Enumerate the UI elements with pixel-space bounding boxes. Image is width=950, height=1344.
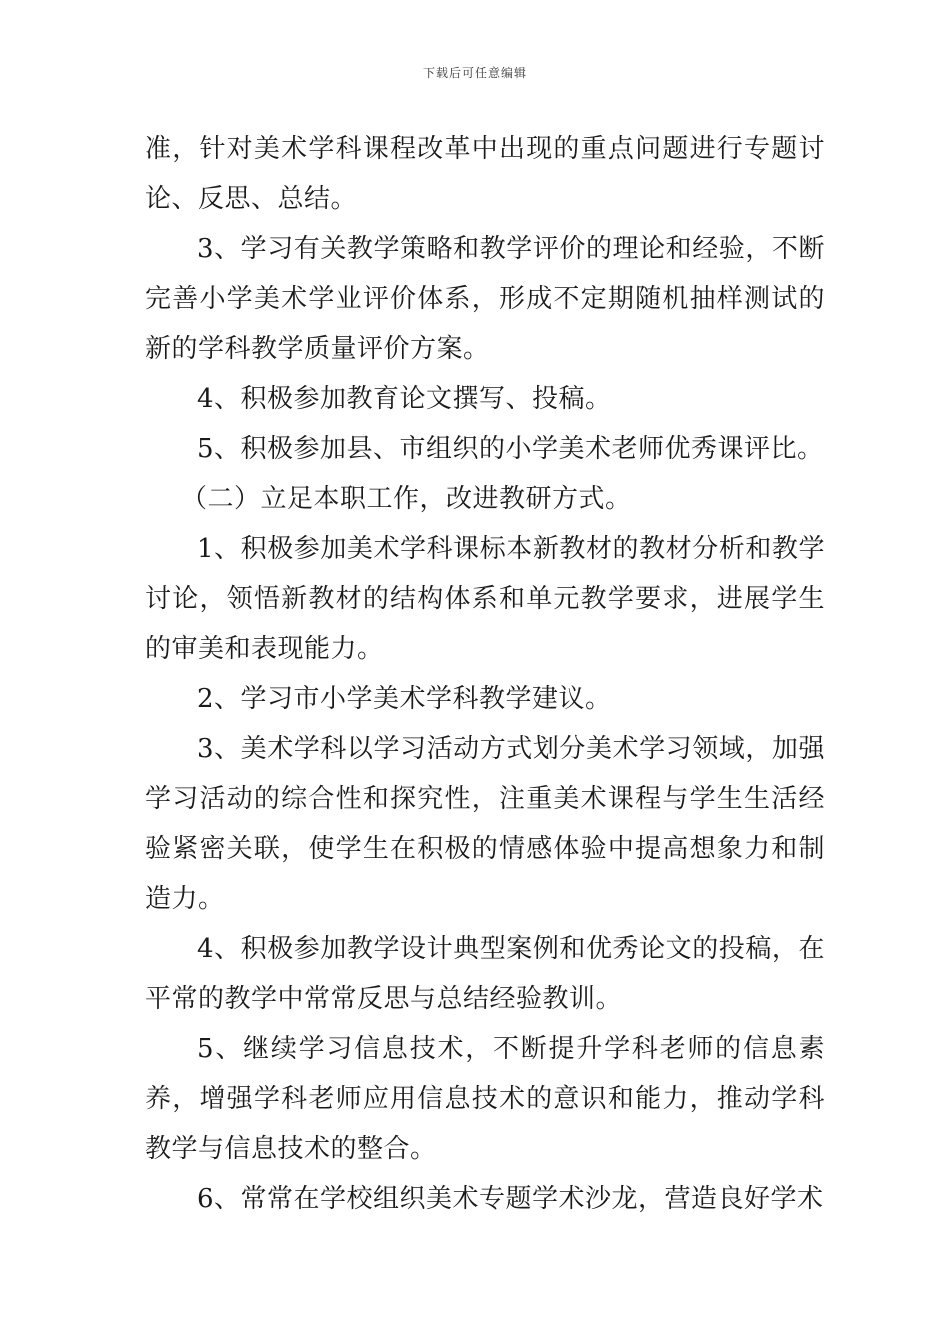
paragraph-item-6: 6、常常在学校组织美术专题学术沙龙，营造良好学术 (197, 1184, 824, 1214)
paragraph-item-5b: 5、继续学习信息技术，不断提升学科老师的信息素养，增强学科老师应用信息技术的意识和能力，推动学科教学与信息技术的整合。 (145, 1034, 825, 1164)
paragraph-item-3: 3、学习有关教学策略和教学评价的理论和经验，不断完善小学美术学业评价体系，形成不定期随机抽样测试的新的学科教学质量评价方案。 (145, 234, 825, 364)
paragraph-continuation: 准，针对美术学科课程改革中出现的重点问题进行专题讨论、反思、总结。 (145, 134, 825, 214)
paragraph-item-1: 1、积极参加美术学科课标本新教材的教材分析和教学讨论，领悟新教材的结构体系和单元教学要求，进展学生的审美和表现能力。 (145, 534, 825, 664)
paragraph-item-2: 2、学习市小学美术学科教学建议。 (197, 684, 612, 714)
section-heading-2: （二）立足本职工作，改进教研方式。 (181, 484, 632, 514)
document-body (145, 124, 825, 1224)
paragraph-item-4b: 4、积极参加教学设计典型案例和优秀论文的投稿，在平常的教学中常常反思与总结经验教训。 (145, 934, 825, 1014)
paragraph-item-4: 4、积极参加教育论文撰写、投稿。 (197, 384, 612, 414)
paragraph-item-3b: 3、美术学科以学习活动方式划分美术学习领域，加强学习活动的综合性和探究性，注重美术课程与学生生活经验紧密关联，使学生在积极的情感体验中提高想象力和制造力。 (145, 734, 825, 914)
download-note: 下载后可任意编辑 (422, 66, 527, 80)
paragraph-item-5: 5、积极参加县、市组织的小学美术老师优秀课评比。 (197, 434, 824, 464)
